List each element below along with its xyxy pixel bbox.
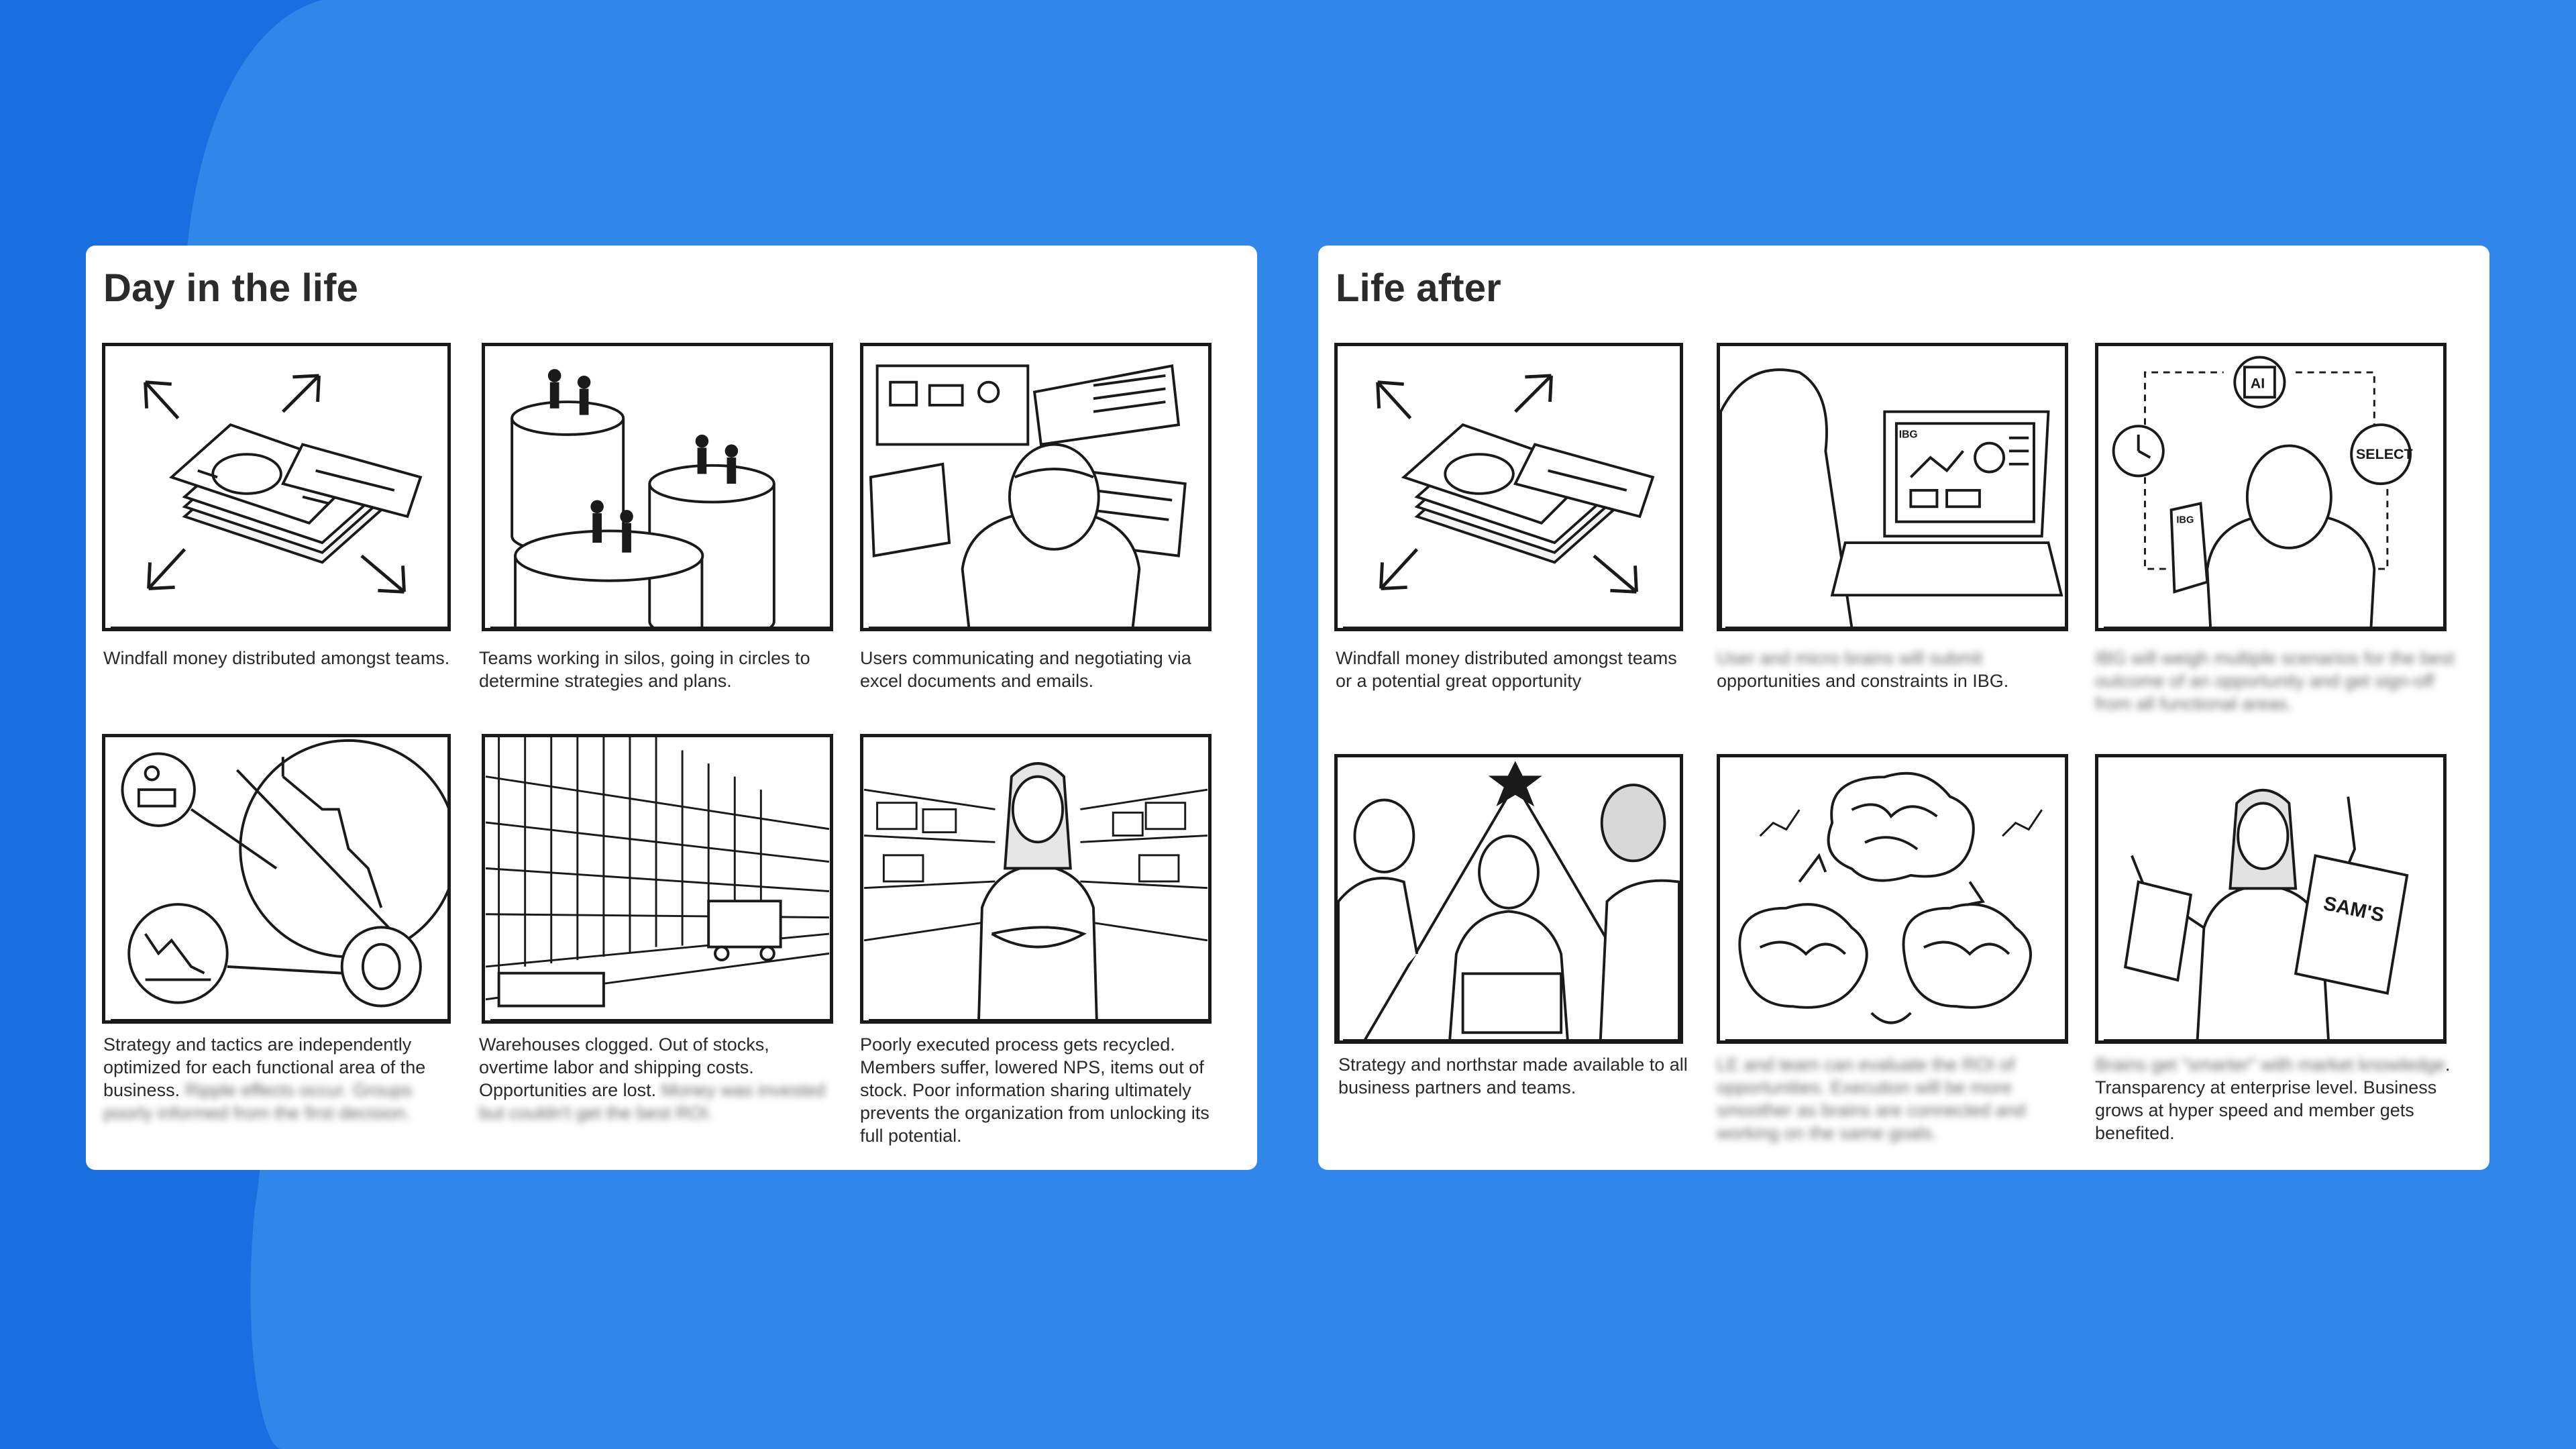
- frustrated-woman-aisle-sketch-icon: [863, 737, 1208, 1020]
- storyboard-panel-charts: [102, 734, 451, 1024]
- day-in-the-life-board: [86, 246, 1257, 1170]
- storyboard-panel-laptop: [1717, 343, 2068, 631]
- blurred-caption-text: User and micro brains will submit: [1717, 648, 1983, 668]
- blurred-caption-text: IBG will weigh multiple scenarios for the best outcome of an opportunity and get sign-off from all functional areas.: [2095, 648, 2455, 714]
- panel-caption: Poorly executed process gets recycled. Members suffer, lowered NPS, items out of stock. Poor information sharing ultimately prevents the organization from unlocking its full potential.: [860, 1034, 1210, 1146]
- man-with-documents-sketch-icon: [863, 346, 1208, 628]
- panel-caption: Users communicating and negotiating via excel documents and emails.: [860, 648, 1191, 691]
- declining-charts-sketch-icon: [105, 737, 447, 1020]
- panel-caption: Teams working in silos, going in circles to determine strategies and plans.: [479, 648, 810, 691]
- bag-brand-label: SAM'S: [2321, 892, 2387, 927]
- blurred-caption-text: LE and team can evaluate the ROI of opportunities. Execution will be more smoother as brains are connected and working on the same goals.: [1717, 1055, 2026, 1143]
- blurred-caption-text: Brains get "smarter" with market knowledge: [2095, 1055, 2445, 1075]
- board-title: Life after: [1336, 266, 1501, 310]
- storyboard-panel-woman-aisle: [860, 734, 1212, 1024]
- storyboard-panel-money: [1334, 343, 1683, 631]
- storyboard-panel-documents: [860, 343, 1212, 631]
- man-at-laptop-dashboard-sketch-icon: [1720, 346, 2065, 628]
- panel-caption: [2095, 647, 2457, 715]
- storyboard-panel-money: [102, 343, 451, 631]
- storyboard-panel-shopper: [2095, 754, 2447, 1044]
- ai-chip-label: AI: [2250, 375, 2265, 392]
- teams-on-pedestals-sketch-icon: [485, 346, 830, 628]
- happy-shopper-bags-sketch-icon: [2098, 757, 2443, 1040]
- storyboard-panel-team: [1334, 754, 1683, 1044]
- money-stack-arrows-sketch-icon: [1338, 346, 1680, 628]
- panel-caption: Windfall money distributed amongst teams.: [103, 648, 450, 668]
- storyboard-panel-brains: [1717, 754, 2068, 1044]
- storyboard-panel-ai-select: [2095, 343, 2447, 631]
- connected-brains-sketch-icon: [1720, 757, 2065, 1040]
- panel-caption: Windfall money distributed amongst teams or a potential great opportunity: [1336, 648, 1677, 691]
- panel-caption: Strategy and northstar made available to all business partners and teams.: [1338, 1055, 1688, 1097]
- ibg-folder-label: IBG: [2176, 515, 2194, 526]
- blurred-caption-text: Money was invested but couldn't get the best ROI.: [479, 1080, 826, 1123]
- storyboard-panel-silos: [482, 343, 833, 631]
- storyboard-panel-warehouse: [482, 734, 833, 1024]
- dashboard-tag-label: IBG: [1898, 429, 1918, 441]
- money-stack-arrows-sketch-icon: [105, 346, 447, 628]
- life-after-board: [1318, 246, 2489, 1170]
- panel-caption: [1717, 1053, 2079, 1144]
- select-button-label: SELECT: [2355, 446, 2413, 462]
- panel-caption: User and micro brains will submit opportunities and constraints in IBG.: [1717, 648, 2009, 691]
- board-title: Day in the life: [103, 266, 359, 310]
- team-with-laptop-star-sketch-icon: [1338, 757, 1680, 1040]
- panel-caption: Warehouses clogged. Out of stocks, overtime labor and shipping costs. Opportunities are lost. Money was invested but couldn't get the best ROI.: [479, 1034, 826, 1123]
- panel-caption: Strategy and tactics are independently optimized for each functional area of the business. Ripple effects occur. Groups poorly informed from the first decision.: [103, 1034, 426, 1123]
- blurred-caption-text: Ripple effects occur. Groups poorly informed from the first decision.: [103, 1080, 413, 1123]
- warehouse-shelves-sketch-icon: [485, 737, 830, 1020]
- panel-caption: Brains get "smarter" with market knowledge. Transparency at enterprise level. Business grows at hyper speed and member gets benefited.: [2095, 1055, 2451, 1143]
- ai-select-workflow-sketch-icon: [2098, 346, 2443, 628]
